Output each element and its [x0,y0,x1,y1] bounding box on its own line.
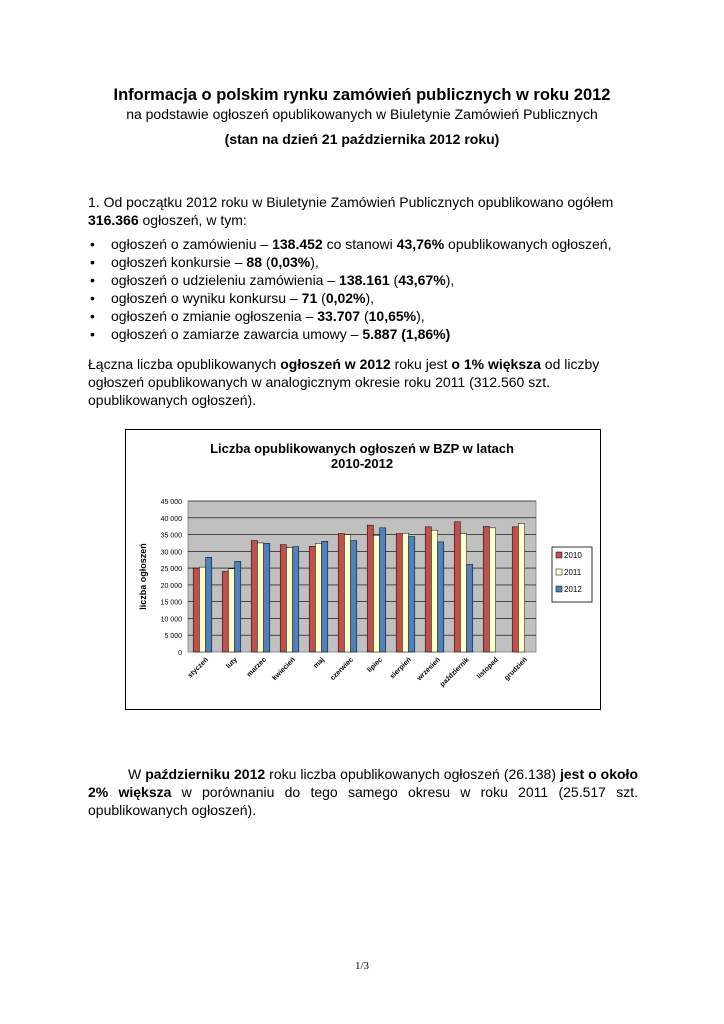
percent: 10,65% [368,308,417,324]
emphasis: o 1% większa [451,356,541,372]
count: 5.887 (1,86%) [362,326,451,342]
bar [257,543,263,652]
document-subtitle: na podstawie ogłoszeń opublikowanych w Biuletynie Zamówień Publicznych [126,106,598,122]
text: ogłoszeń o wyniku konkursu – [111,290,302,306]
bar [309,546,315,652]
percent: 0,03% [270,254,311,270]
text: ogłoszeń o zamówieniu – [111,236,273,252]
list-item [88,235,648,253]
emphasis: październiku 2012 [145,766,266,782]
bar [367,525,373,652]
bar [338,534,344,652]
bar [280,545,286,652]
bar [438,542,444,652]
paragraph-summary [88,193,638,229]
bar [460,534,466,652]
document-dateline: (stan na dzień 21 października 2012 roku) [224,131,500,147]
bar [322,541,328,652]
page-number: 1/3 [354,960,370,972]
legend-swatch [556,586,562,592]
emphasis: jest o około 2% większa [88,766,638,800]
bar [518,523,524,652]
y-tick-label: 0 [178,650,182,657]
x-tick-label: październik [439,656,471,689]
x-tick-label: grudzień [503,656,529,683]
y-tick-label: 20 000 [160,582,182,590]
text: roku jest [390,356,452,372]
count: 71 [301,290,318,306]
x-tick-label: lipiec [366,656,384,675]
text: ogłoszeń o zmianie ogłoszenia – [111,308,318,324]
percent: 0,02% [325,290,366,306]
list-item [88,307,648,325]
text: ogłoszeń konkursie – [111,254,247,270]
emphasis: ogłoszeń w 2012 [280,356,391,372]
y-tick-label: 35 000 [160,532,182,540]
bar [193,568,199,652]
text: ogłoszeń, w tym: [138,212,247,228]
text: w porównaniu do tego samego okresu w roku 2011 (25.517 szt. opublikowanych ogłoszeń). [88,784,638,818]
bar [409,537,415,652]
legend-label: 2011 [564,568,582,577]
text: ), [310,254,319,270]
x-tick-label: styczeń [186,656,210,680]
count: 138.161 [339,272,390,288]
text: roku liczba opublikowanych ogłoszeń (26.138) [265,766,560,782]
bar [512,527,518,652]
text: ( [317,290,326,306]
list-item [88,289,648,307]
y-tick-label: 30 000 [160,549,182,557]
bar [351,541,357,652]
text: 1. Od początku 2012 roku w Biuletynie Zamówień Publicznych opublikowano ogółem [88,194,614,210]
legend-label: 2012 [564,585,582,594]
text: Łączna liczba opublikowanych [88,356,281,372]
bar [286,548,292,652]
bar [402,533,408,652]
bar [264,543,270,652]
chart-title-line: 2010-2012 [330,456,394,471]
text: ), [445,272,455,288]
list-item [88,325,648,343]
bar [425,527,431,652]
x-tick-label: marzec [245,656,268,679]
chart-title-line: Liczba opublikowanych ogłoszeń w BZP w latach [210,441,514,456]
x-tick-label: kwiecień [271,656,297,683]
y-tick-label: 45 000 [160,499,182,506]
y-axis-label: liczba ogłoszeń [138,543,148,610]
x-tick-label: sierpień [388,656,413,681]
bar [222,571,228,652]
legend-label: 2010 [564,551,582,560]
bar [467,564,473,652]
list-item [88,253,648,271]
bar [251,541,257,652]
bar [206,557,212,652]
bar [199,567,205,652]
legend-swatch [556,552,562,558]
y-tick-label: 5 000 [164,633,182,641]
bar [344,535,350,652]
count: 33.707 [317,308,361,324]
x-tick-label: wrzesień [416,656,442,683]
legend-swatch [556,569,562,575]
total-count: 316.366 [88,212,139,228]
list-item [88,271,648,289]
text: opublikowanych ogłoszeń, [444,236,612,252]
text: ), [416,308,425,324]
text: ogłoszeń o udzieleniu zamówienia – [111,272,340,288]
paragraph-october [88,765,638,819]
x-tick-label: listopad [475,656,500,681]
bar [373,535,379,652]
bar-chart [125,429,599,708]
text: ogłoszeń o zamiarze zawarcia umowy – [111,326,363,342]
bar [315,543,321,652]
bar [489,528,495,652]
y-tick-label: 40 000 [160,515,182,523]
count: 88 [246,254,262,270]
bar [235,561,241,652]
bar [228,569,234,652]
y-tick-label: 25 000 [160,566,182,574]
bullet-list [88,235,648,343]
bar [431,530,437,652]
text: ), [365,290,375,306]
bar [454,522,460,652]
text: od liczby ogłoszeń opublikowanych w analogicznym okresie roku 2011 (312.560 szt. opublikowanych ogłoszeń). [88,356,600,408]
text: ( [262,254,271,270]
text: ( [360,308,369,324]
x-tick-label: czerwiec [329,656,355,683]
x-tick-label: luty [225,656,239,671]
count: 138.452 [272,236,323,252]
paragraph-comparison [88,355,638,409]
document-title: Informacja o polskim rynku zamówień publicznych w roku 2012 [113,86,611,104]
percent: 43,67% [398,272,446,288]
percent: 43,76% [396,236,445,252]
x-tick-label: maj [312,656,326,670]
y-tick-label: 15 000 [160,599,182,607]
text: W [128,766,146,782]
bar [380,528,386,652]
text: ( [389,272,399,288]
y-tick-label: 10 000 [160,616,182,624]
bar [483,527,489,652]
bar [293,547,299,652]
text: co stanowi [322,236,397,252]
bar [396,534,402,652]
